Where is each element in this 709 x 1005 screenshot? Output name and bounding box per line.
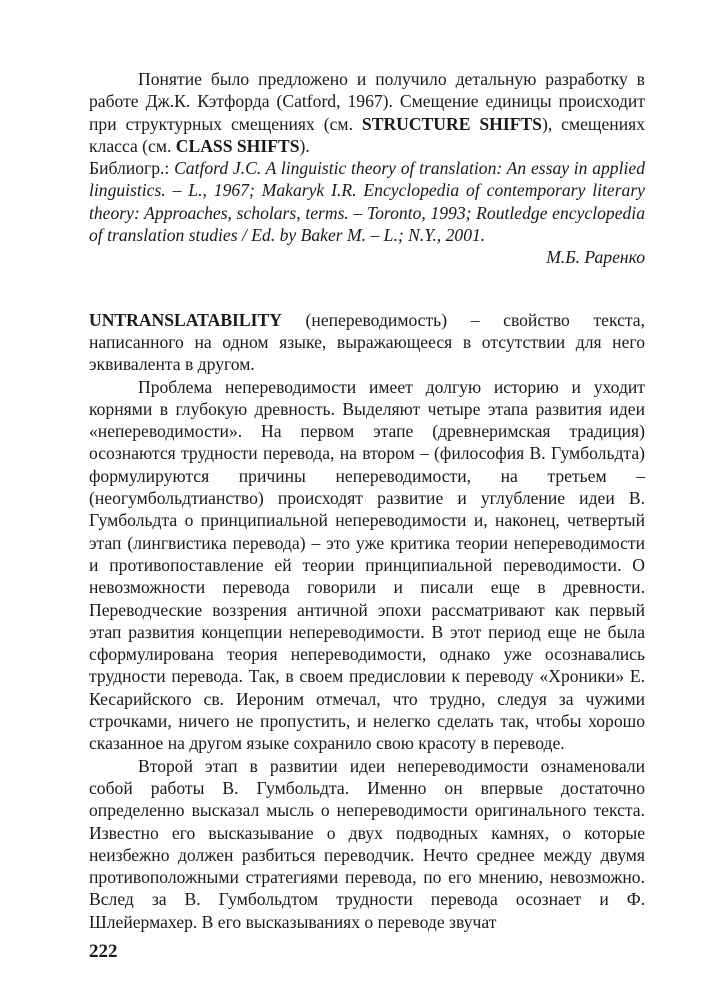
cross-reference: STRUCTURE SHIFTS — [361, 113, 542, 134]
paragraph-text: ), смещениях класса (см. — [89, 113, 645, 156]
entry-definition — [89, 309, 645, 376]
page-body — [89, 68, 645, 933]
article-continuation-paragraph — [89, 68, 645, 157]
cross-reference: CLASS SHIFTS — [175, 135, 300, 156]
entry-paragraph: Проблема непереводимости имеет долгую историю и уходит корнями в глубокую древность. Выделяют четыре этапа развития идеи «непереводимости». На первом этапе (древнеримская традиция) осознаются трудности перевода, на втором – (философия В. Гумбольдта) формулируются причины непереводимости, на третьем – (неогумбольдтианство) происходят развитие и углубление идеи В. Гумбольдта о принципиальной непереводимости и, наконец, четвертый этап (лингвистика перевода) – это уже критика теории непереводимости и противопоставление ей теории принципиальной переводимости. О невозможности перевода говорили и писали еще в древности. Переводческие воззрения античной эпохи рассматривают как первый этап развития концепции непереводимости. В этот период еще не была сформулирована теория непереводимости, однако уже осознавались трудности перевода. Так, в своем предисловии к переводу «Хроники» Е. Кесарийского св. Иероним отмечал, что трудно, следуя за чужими строчками, ничего не пропустить, и нелегко сделать так, чтобы хорошо сказанное на другом языке сохранило свою красоту в переводе. — [89, 376, 645, 754]
paragraph-text: Понятие было предложено и получило детальную разработку в работе Дж.К. Кэтфорда (Catford, 1967). Смещение единицы происходит при структурных смещениях (см. — [89, 69, 645, 134]
paragraph-text: ). — [299, 135, 310, 156]
entry-paragraph: Второй этап в развитии идеи непереводимости ознаменовали собой работы В. Гумбольдта. Именно он впервые достаточно определенно высказал мысль о непереводимости оригинального текста. Известно его высказывание о двух подводных камнях, о которые неизбежно должен разбиться переводчик. Нечто среднее между двумя противоположными стратегиями перевода, по его мнению, невозможно. Вслед за В. Гумбольдтом трудности перевода осознает и Ф. Шлейермахер. В его высказываниях о переводе звучат — [89, 755, 645, 932]
bibliography-label: Библиогр.: — [89, 158, 175, 179]
entry-separator — [89, 269, 645, 309]
page-number: 222 — [89, 941, 118, 962]
definition-text: (непереводимость) – свойство текста, написанного на одном языке, выражающееся в отсутствии для него эквивалента в другом. — [89, 309, 645, 375]
author-signature: М.Б. Раренко — [546, 247, 645, 268]
entry-headword: UNTRANSLATABILITY — [89, 309, 282, 330]
bibliography-text: Catford J.C. A linguistic theory of translation: An essay in applied linguistics. – L., 1967; Makaryk I.R. Encyclopedia of contemporary literary theory: Approaches, scholars, terms. – Toronto, 1993; Routledge encyclopedia of translation studies / Ed. by Baker M. – L.; N.Y., 2001. — [89, 158, 645, 246]
bibliography — [89, 157, 645, 246]
